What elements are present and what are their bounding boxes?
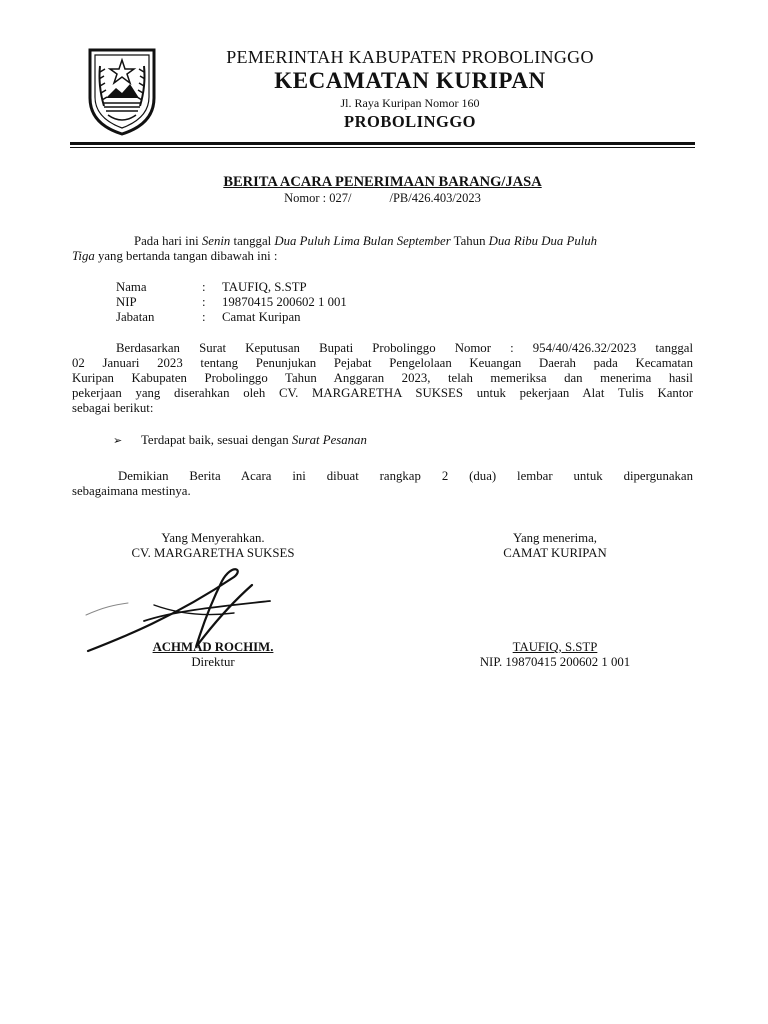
identity-value: TAUFIQ, S.STP — [222, 280, 307, 294]
body-line-3: Kuripan Kabupaten Probolinggo Tahun Anggaran 2023, telah memeriksa dan menerima hasil — [72, 371, 693, 385]
intro-day: Senin — [201, 234, 231, 248]
signer-left-name: ACHMAD ROCHIM. — [152, 640, 274, 654]
signer-right-org: CAMAT KURIPAN — [503, 546, 607, 560]
document-number — [70, 191, 695, 206]
kabupaten-emblem-icon — [84, 46, 160, 138]
intro-date: Dua Puluh Lima Bulan September — [274, 234, 451, 248]
closing-line-1: Demikian Berita Acara ini dibuat rangkap 2 (dua) lembar untuk dipergunakan — [118, 469, 693, 483]
identity-row-name — [116, 280, 307, 295]
bullet-item — [113, 433, 367, 448]
signer-left-org: CV. MARGARETHA SUKSES — [131, 546, 295, 560]
identity-separator: : — [202, 295, 206, 309]
header-divider-thin — [70, 147, 695, 148]
intro-text: tanggal — [230, 234, 275, 248]
letterhead-office: KECAMATAN KURIPAN — [274, 68, 546, 93]
document-number-prefix: Nomor : 027/ — [284, 191, 352, 205]
signer-left-role: Yang Menyerahkan. — [161, 531, 265, 545]
bullet-text: Terdapat baik, sesuai dengan — [141, 433, 292, 447]
identity-value: 19870415 200602 1 001 — [222, 295, 347, 309]
body-line-5: sebagai berikut: — [72, 401, 154, 415]
identity-label: NIP — [116, 295, 137, 309]
intro-line-1 — [134, 234, 597, 249]
signer-right-name: TAUFIQ, S.STP — [512, 640, 598, 654]
identity-row-position — [116, 310, 301, 325]
intro-text: yang bertanda tangan dibawah ini : — [94, 249, 278, 263]
identity-label: Jabatan — [116, 310, 155, 324]
body-line-4: pekerjaan yang diserahkan oleh CV. MARGARETHA SUKSES untuk pekerjaan Alat Tulis Kantor — [72, 386, 693, 400]
identity-label: Nama — [116, 280, 147, 294]
letterhead-city: PROBOLINGGO — [343, 112, 476, 131]
intro-text: Tahun — [450, 234, 489, 248]
letterhead-address: Jl. Raya Kuripan Nomor 160 — [340, 96, 480, 110]
letterhead-government: PEMERINTAH KABUPATEN PROBOLINGGO — [226, 47, 594, 67]
header-divider-thick — [70, 142, 695, 145]
identity-separator: : — [202, 280, 206, 294]
signer-left-title: Direktur — [191, 655, 235, 669]
intro-text: Pada hari ini — [134, 234, 202, 248]
arrow-bullet-icon: ➢ — [113, 435, 123, 447]
body-line-1: Berdasarkan Surat Keputusan Bupati Probolinggo Nomor : 954/40/426.32/2023 tanggal — [116, 341, 693, 355]
document-number-suffix: /PB/426.403/2023 — [389, 191, 481, 205]
identity-value: Camat Kuripan — [222, 310, 301, 324]
closing-line-2: sebagaimana mestinya. — [72, 484, 191, 498]
intro-year: Tiga — [72, 249, 95, 263]
document-title: BERITA ACARA PENERIMAAN BARANG/JASA — [223, 174, 542, 190]
signer-right-nip: NIP. 19870415 200602 1 001 — [479, 655, 631, 669]
intro-line-2 — [72, 249, 277, 264]
identity-row-nip — [116, 295, 347, 310]
intro-year: Dua Ribu Dua Puluh — [488, 234, 598, 248]
bullet-emphasis: Surat Pesanan — [291, 433, 367, 447]
body-line-2: 02 Januari 2023 tentang Penunjukan Pejabat Pengelolaan Keuangan Daerah pada Kecamatan — [72, 356, 693, 370]
signer-right-role: Yang menerima, — [513, 531, 597, 545]
identity-separator: : — [202, 310, 206, 324]
